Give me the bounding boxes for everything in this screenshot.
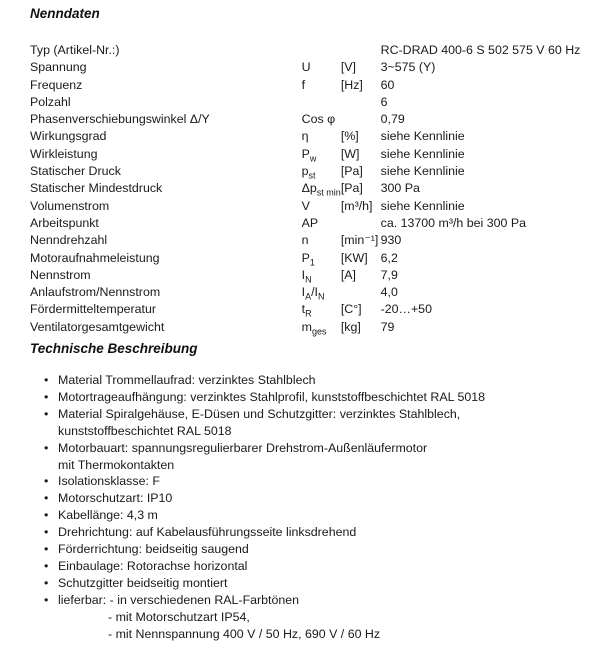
spec-value: 6,2 [380,250,398,265]
bullet-text: Einbaulage: Rotorachse horizontal [58,558,248,573]
bullet-item [44,473,584,490]
spec-value: RC-DRAD 400-6 S 502 575 V 60 Hz [380,43,581,57]
spec-symbol: $I_A/I_N$ [301,285,325,302]
spec-label: Wirkleistung [30,146,98,161]
spec-label: Typ (Artikel-Nr.:) [30,43,120,57]
bullet-text: Motorschutzart: IP10 [58,491,173,506]
spec-row [30,301,590,318]
spec-value: siehe Kennlinie [380,198,465,213]
spec-label: Phasenverschiebungswinkel Δ/Y [30,112,210,127]
spec-unit: [m³/h] [340,198,373,213]
spec-symbol: AP [301,215,319,230]
spec-label: Statischer Mindestdruck [30,181,163,196]
bullet-first-line [44,558,584,575]
spec-unit: [C°] [340,302,362,317]
spec-symbol: V [301,198,310,213]
spec-row [30,163,590,180]
bullet-first-line [44,389,584,406]
spec-row [30,250,590,267]
spec-row [30,284,590,301]
spec-label: Motoraufnahmeleistung [30,250,160,265]
spec-row [30,215,590,232]
spec-value: siehe Kennlinie [380,146,465,161]
bullet-item [44,389,584,406]
bullet-first-line [44,575,584,592]
spec-symbol: f [301,77,306,92]
spec-unit: [V] [340,60,356,75]
spec-value: 4,0 [380,285,398,300]
spec-symbol: $\Delta p_{st min}$ [301,181,341,198]
spec-row [30,59,590,76]
spec-row [30,42,590,59]
section-title-technische-beschreibung: Technische Beschreibung [30,341,198,356]
spec-unit: [KW] [340,250,368,265]
bullet-first-line [44,372,584,389]
spec-symbol: n [301,233,309,248]
spec-label: Nenndrehzahl [30,233,108,248]
spec-label: Spannung [30,60,87,75]
bullet-text: Isolationsklasse: F [58,474,160,489]
bullet-item [44,372,584,389]
bullet-text: Motortrageaufhängung: verzinktes Stahlprofil, kunststoffbeschichtet RAL 5018 [58,389,486,404]
bullet-sub-line: - mit Motorschutzart IP54, [108,609,250,624]
bullet-first-line [44,507,584,524]
spec-value: 6 [380,94,388,109]
bullet-text: Drehrichtung: auf Kabelausführungsseite linksdrehend [58,525,357,540]
bullet-item [44,592,584,643]
spec-row [30,319,590,336]
bullet-item [44,524,584,541]
bullet-text: Material Spiralgehäuse, E-Düsen und Schutzgitter: verzinktes Stahlblech, [58,406,461,421]
specification-table [30,42,590,336]
bullet-item [44,575,584,592]
bullet-dot-icon: • [44,389,49,404]
spec-unit: [kg] [340,319,361,334]
spec-row [30,146,590,163]
spec-value: 7,9 [380,267,398,282]
bullet-dot-icon: • [44,542,49,557]
spec-unit [341,42,381,59]
spec-row [30,128,590,145]
spec-value: siehe Kennlinie [380,129,465,144]
spec-unit: [A] [340,267,356,282]
spec-symbol: $P_w$ [301,146,317,164]
spec-row [30,267,590,284]
spec-value: ca. 13700 m³/h bei 300 Pa [380,215,526,230]
bullet-text: Schutzgitter beidseitig montiert [58,575,228,590]
bullet-dot-icon: • [44,373,49,387]
bullet-dot-icon: • [44,474,49,489]
spec-symbol: $I_N$ [301,267,312,285]
bullet-dot-icon: • [44,592,49,607]
bullet-dot-icon: • [44,525,49,540]
spec-value: siehe Kennlinie [380,164,465,179]
bullet-dot-icon: • [44,508,49,523]
spec-unit: [Hz] [340,77,363,92]
bullet-dot-icon: • [44,558,49,573]
spec-label: Polzahl [30,94,71,109]
spec-symbol: $t_R$ [301,302,312,319]
spec-unit: [%] [340,129,359,144]
spec-unit [341,94,381,111]
bullet-item [44,507,584,524]
spec-value: 300 Pa [380,181,420,196]
bullet-dot-icon: • [44,406,49,421]
bullet-text: Material Trommellaufrad: verzinktes Stahlblech [58,373,316,387]
bullet-first-line [44,490,584,507]
spec-symbol: $m_{ges}$ [301,319,327,337]
bullet-dot-icon: • [44,491,49,506]
spec-row [30,94,590,111]
bullet-text: lieferbar: - in verschiedenen RAL-Farbtönen [58,592,300,607]
bullet-first-line [44,440,584,457]
spec-unit [341,215,381,232]
spec-label: Volumenstrom [30,198,110,213]
bullet-first-line [44,541,584,558]
bullet-sub-line: - mit Nennspannung 400 V / 50 Hz, 690 V / 60 Hz [108,626,381,641]
spec-symbol: $p_{st}$ [301,164,316,181]
feature-bullet-list [44,372,584,643]
bullet-dot-icon: • [44,440,49,455]
bullet-text: Kabellänge: 4,3 m [58,508,158,523]
spec-row [30,180,590,197]
spec-label: Anlaufstrom/Nennstrom [30,285,161,300]
bullet-first-line [44,406,584,423]
spec-unit [341,284,381,301]
spec-unit: [min⁻¹] [340,233,379,248]
spec-value: 60 [380,77,395,92]
bullet-first-line [44,473,584,490]
bullet-dot-icon: • [44,575,49,590]
spec-value: 930 [380,233,402,248]
spec-symbol: $P_1$ [301,250,315,268]
bullet-continuation-line: mit Thermokontakten [58,457,175,472]
spec-value: 79 [380,319,395,334]
spec-symbol: U [301,60,311,75]
bullet-item [44,558,584,575]
spec-unit: [Pa] [340,181,363,196]
spec-label: Wirkungsgrad [30,129,107,144]
spec-symbol [302,94,341,111]
spec-label: Statischer Druck [30,164,121,179]
spec-label: Nennstrom [30,267,91,282]
spec-value: 0,79 [380,112,405,127]
spec-symbol [302,42,341,59]
spec-unit: [Pa] [340,164,363,179]
bullet-continuation-line: kunststoffbeschichtet RAL 5018 [58,423,232,438]
bullet-first-line [44,592,584,609]
spec-unit [341,111,381,128]
bullet-item [44,406,584,440]
spec-value: 3~575 (Y) [380,60,436,75]
spec-value: -20…+50 [380,302,432,317]
spec-label: Fördermitteltemperatur [30,302,157,317]
spec-row [30,77,590,94]
spec-label: Ventilatorgesamtgewicht [30,319,165,334]
spec-symbol: Cos φ [301,112,336,127]
bullet-item [44,490,584,507]
bullet-item [44,440,584,474]
spec-symbol: η [301,129,309,144]
bullet-first-line [44,524,584,541]
spec-row [30,111,590,128]
section-title-nenndaten: Nenndaten [30,6,100,21]
spec-row [30,232,590,249]
spec-unit: [W] [340,146,360,161]
spec-row [30,198,590,215]
bullet-item [44,541,584,558]
spec-label: Arbeitspunkt [30,215,99,230]
spec-label: Frequenz [30,77,83,92]
bullet-text: Förderrichtung: beidseitig saugend [58,542,249,557]
bullet-text: Motorbauart: spannungsregulierbarer Drehstrom-Außenläufermotor [58,440,428,455]
